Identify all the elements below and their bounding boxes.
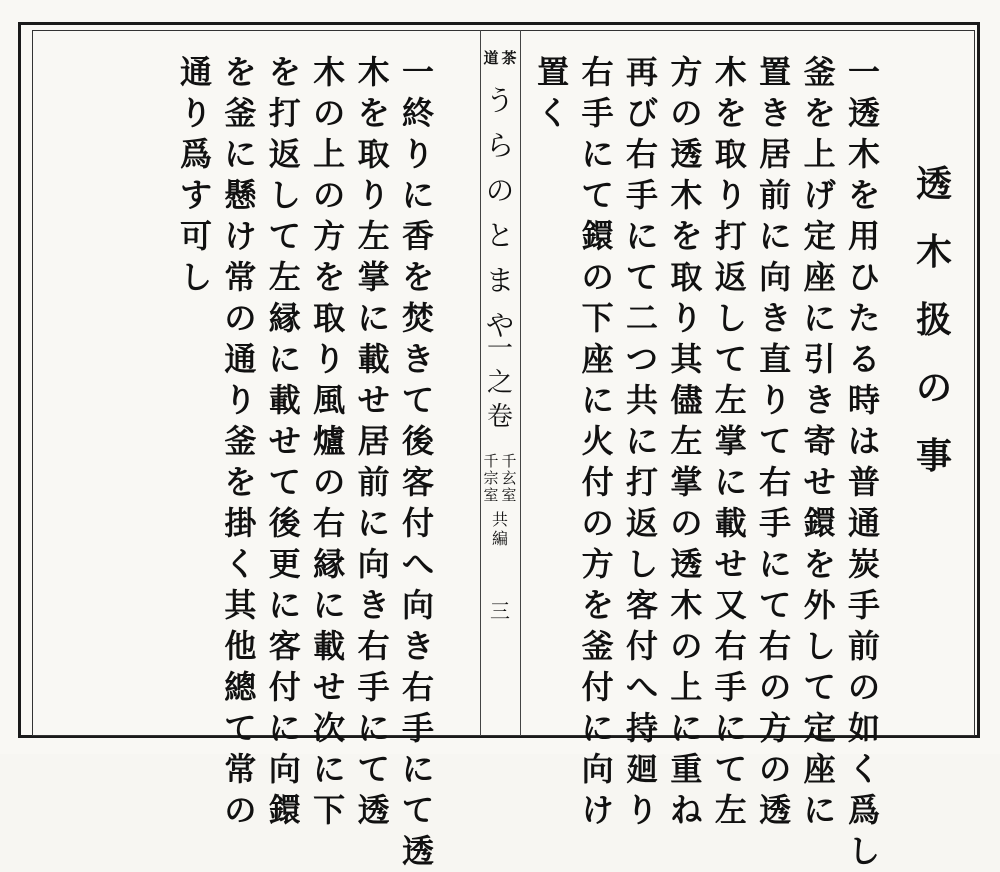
author-right: 千 玄 室	[501, 452, 517, 504]
text-column: 木 の 上 の 方 を 取 り 風 爐 の 右 縁 に 載 せ 次 に 下	[313, 53, 346, 829]
author-left: 千 宗 室	[483, 452, 499, 504]
text-column: 置 く	[537, 53, 570, 132]
text-column: を 釜 に 懸 け 常 の 通 り 釜 を 掛 く 其 他 總 て 常 の	[224, 53, 257, 829]
text-column: を 打 返 し て 左 縁 に 載 せ て 後 更 に 客 付 に 向 鐶	[268, 53, 301, 829]
page-number: 三	[490, 599, 510, 623]
text-column: 方 の 透 木 を 取 り 其 儘 左 掌 の 透 木 の 上 に 重 ね	[670, 53, 703, 829]
text-column: 木 を 取 り 打 返 し て 左 掌 に 載 せ 又 右 手 に て 左	[714, 53, 747, 829]
volume-label: 一 之 卷	[486, 334, 513, 432]
center-rule-right	[520, 30, 521, 736]
text-column: 右 手 に て 鐶 の 下 座 に 火 付 の 方 を 釜 付 に 向 け	[581, 53, 614, 829]
book-title: う ら の と ま や	[485, 84, 514, 342]
text-column: 一 終 り に 香 を 焚 き て 後 客 付 へ 向 き 右 手 に て 透	[401, 53, 434, 870]
text-column: 再 び 右 手 に て 二 つ 共 に 打 返 し 客 付 へ 持 廻 り	[625, 53, 658, 829]
authors-suffix: 共 編	[491, 510, 508, 548]
text-column: 一 透 木 を 用 ひ た る 時 は 普 通 炭 手 前 の 如 く 爲 し	[847, 53, 880, 870]
text-column: 通 り 爲 す 可 し	[179, 53, 212, 296]
text-column: 木 を 取 り 左 掌 に 載 せ 居 前 に 向 き 右 手 に て 透	[357, 53, 390, 829]
text-column: 置 き 居 前 に 向 き 直 り て 右 手 に て 右 の 方 の 透	[759, 53, 792, 829]
series-label-right: 茶	[501, 49, 517, 67]
section-title: 透 木 扱 の 事	[915, 163, 952, 477]
text-column: 釜 を 上 げ 定 座 に 引 き 寄 せ 鐶 を 外 し て 定 座 に	[803, 53, 836, 829]
center-margin	[480, 50, 520, 730]
series-label-left: 道	[483, 49, 499, 67]
